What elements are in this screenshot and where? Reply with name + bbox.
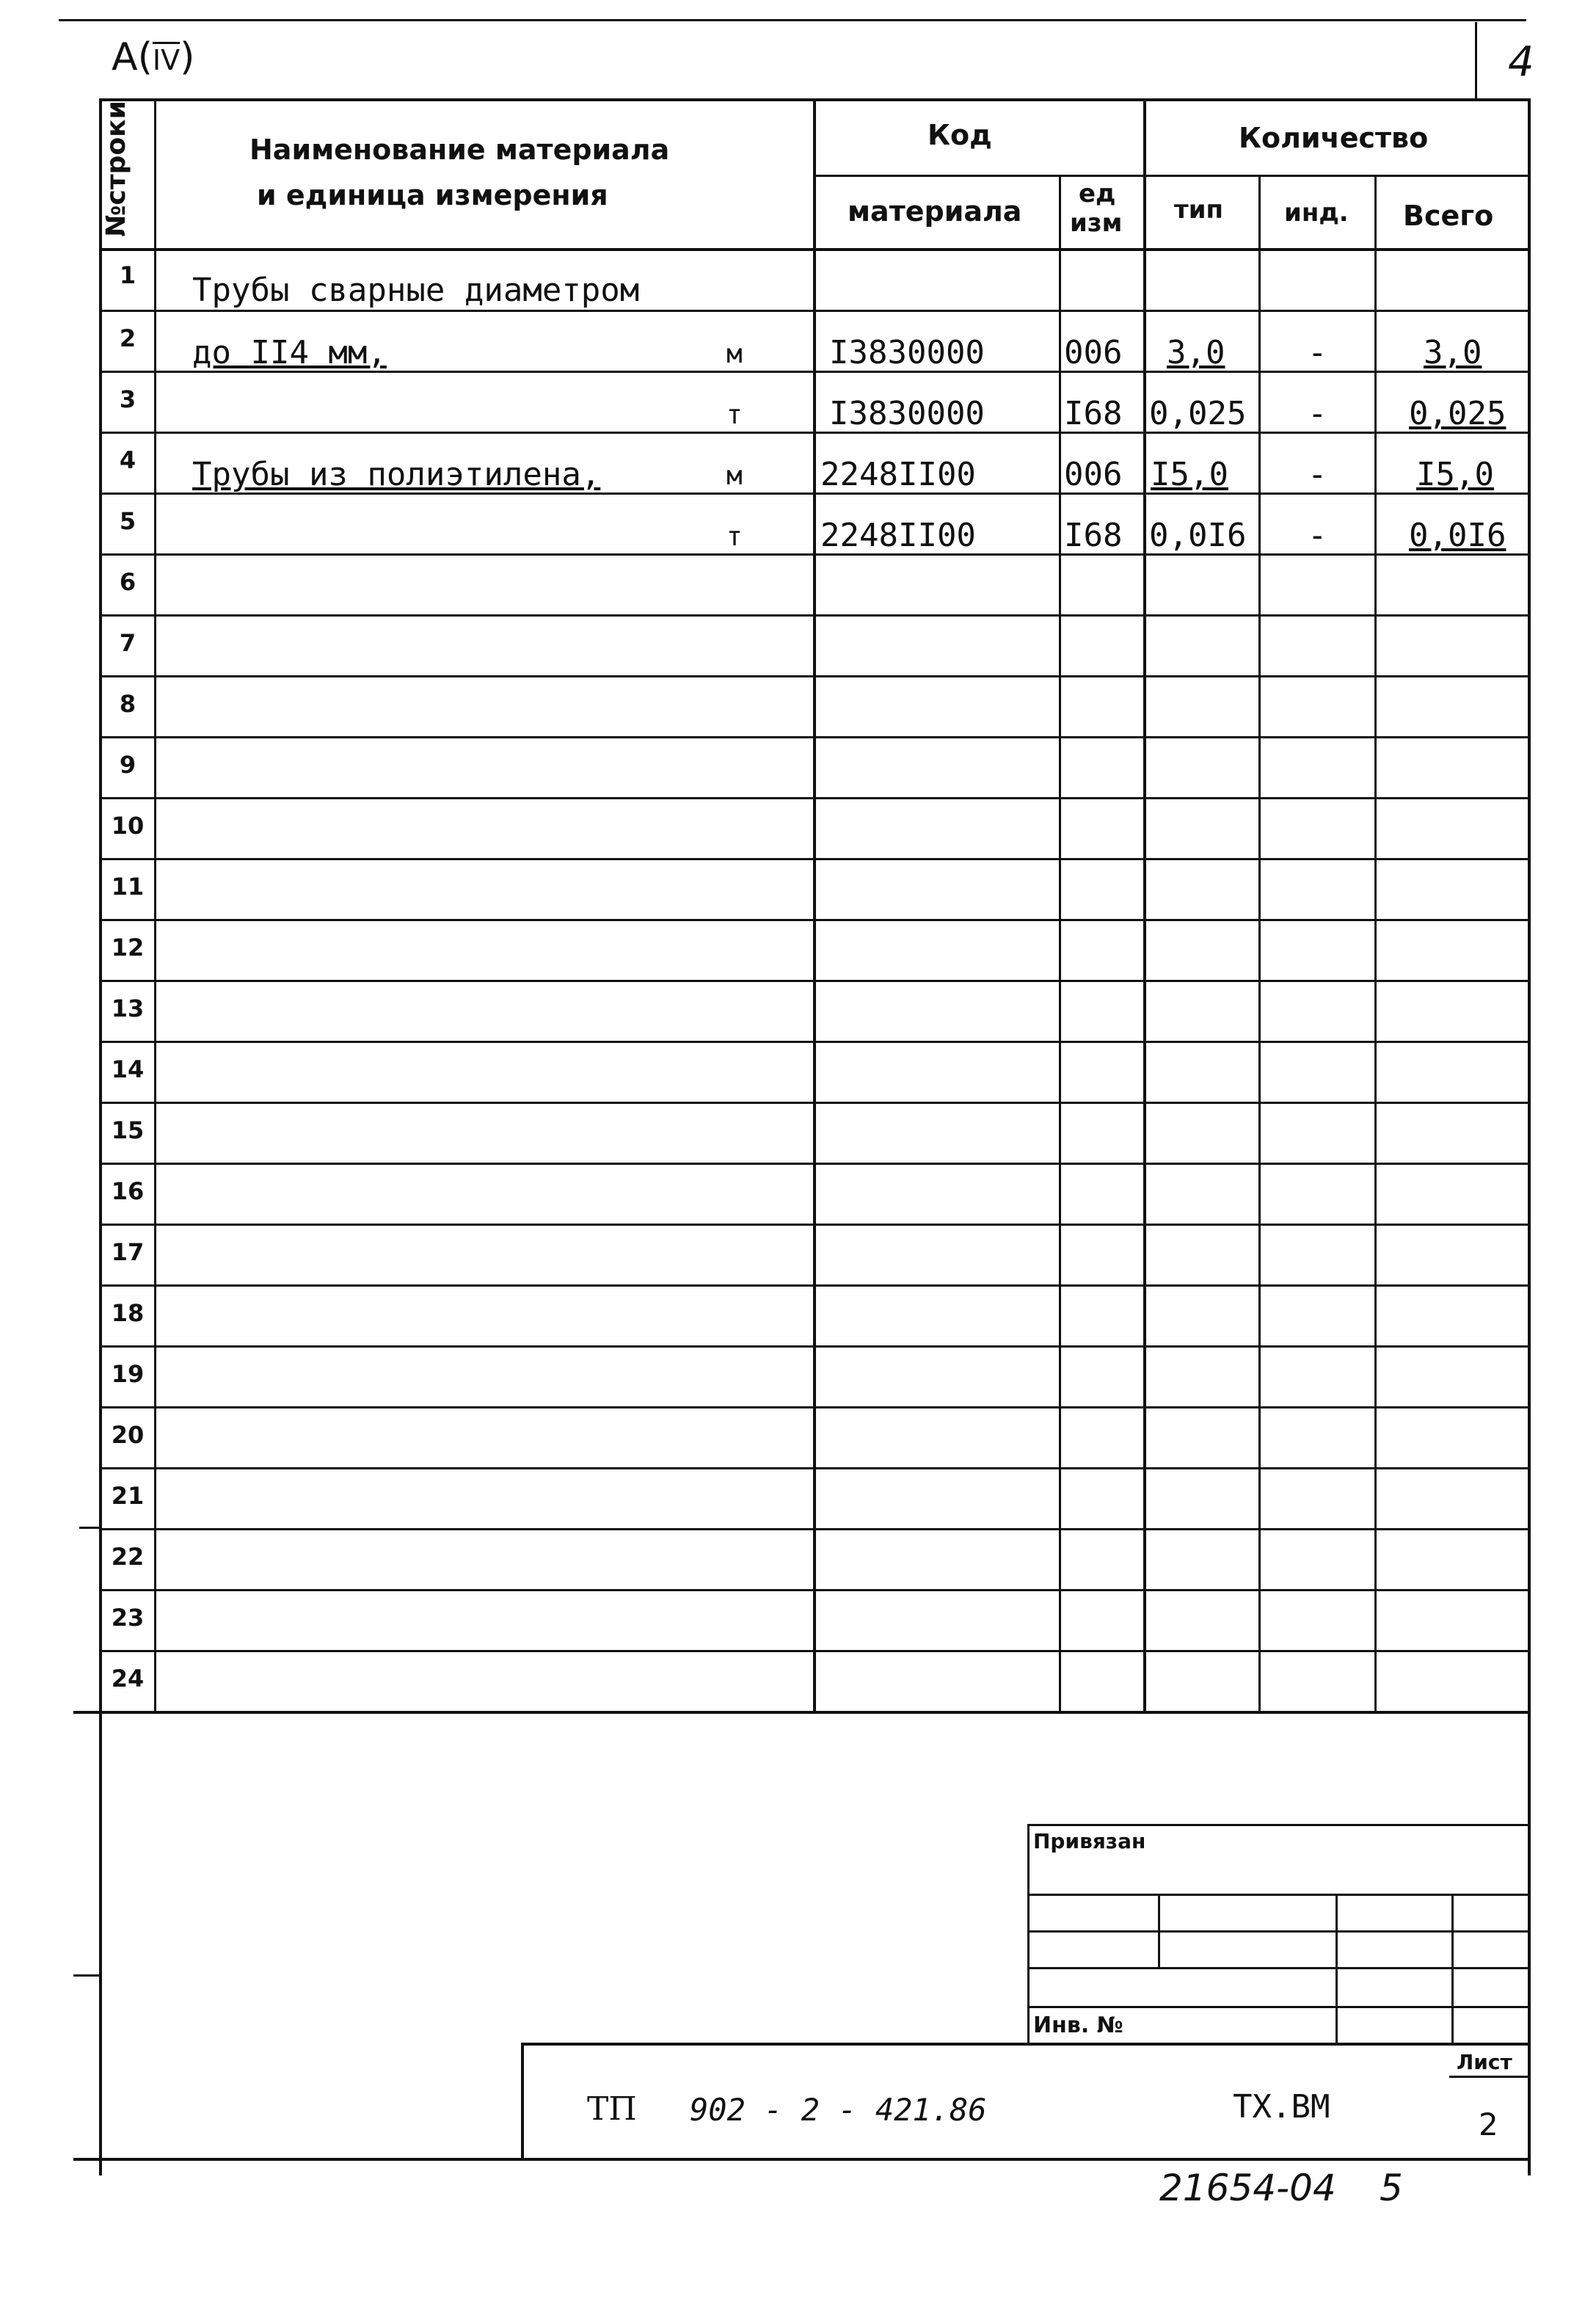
- row-number: 5: [119, 507, 136, 535]
- row-number: 18: [111, 1299, 145, 1327]
- qty-total: 0,0I6: [1409, 517, 1506, 554]
- row-number: 1: [119, 261, 136, 289]
- row-number: 10: [111, 812, 145, 840]
- qty-ind: -: [1308, 334, 1327, 371]
- qty-total: 3,0: [1424, 334, 1482, 371]
- doc-number: 902 - 2 - 421.86: [690, 2092, 987, 2128]
- unit-code: 006: [1064, 334, 1123, 371]
- row-number: 19: [111, 1360, 145, 1388]
- row-number: 24: [111, 1665, 145, 1693]
- material-name: до II4 мм,: [192, 334, 387, 371]
- unit-name: т: [726, 400, 743, 430]
- row-number: 14: [111, 1055, 145, 1083]
- name-header-line2: и единица измерения: [257, 179, 608, 211]
- margin-tick: [73, 1974, 101, 1977]
- ind-header: инд.: [1284, 198, 1349, 228]
- material-name: Трубы сварные диаметром: [192, 272, 640, 309]
- corner-mark: $A(\overline{IV})$: [112, 35, 195, 79]
- row-number: 4: [119, 446, 136, 474]
- qty-ind: -: [1308, 395, 1327, 432]
- row-number: 7: [119, 629, 136, 657]
- row-number: 9: [119, 751, 136, 779]
- material-header: материала: [848, 195, 1022, 228]
- material-code: 2248II00: [820, 517, 976, 554]
- row-number: 11: [111, 873, 145, 901]
- quantity-header: Количество: [1239, 122, 1429, 154]
- row-number: 13: [111, 995, 145, 1022]
- qty-total: 0,025: [1409, 395, 1506, 432]
- row-number: 6: [119, 568, 136, 596]
- row-number: 15: [111, 1116, 145, 1144]
- unit-header-line2: изм: [1070, 208, 1123, 238]
- name-header-line1: Наименование материала: [249, 134, 670, 166]
- row-number: 23: [111, 1604, 145, 1632]
- total-header: Всего: [1403, 200, 1494, 232]
- doc-prefix: ТП: [587, 2090, 637, 2128]
- qty-type: 0,0I6: [1149, 517, 1247, 554]
- qty-type: I5,0: [1151, 456, 1228, 493]
- type-header: тип: [1174, 195, 1224, 225]
- doc-mark: ТХ.ВМ: [1233, 2088, 1330, 2126]
- bound-label: Привязан: [1033, 1829, 1146, 1853]
- row-number-header: №строки: [101, 101, 131, 237]
- unit-code: I68: [1064, 395, 1123, 432]
- row-number: 3: [119, 385, 136, 413]
- unit-code: 006: [1064, 456, 1123, 493]
- qty-type: 3,0: [1167, 334, 1225, 371]
- unit-code: I68: [1064, 517, 1123, 554]
- qty-total: I5,0: [1416, 456, 1494, 493]
- row-number: 2: [119, 324, 136, 352]
- material-code: I3830000: [829, 334, 985, 371]
- archive-number: 21654-04: [1159, 2167, 1336, 2209]
- row-number: 12: [111, 934, 145, 961]
- row-number: 8: [119, 690, 136, 718]
- unit-header-line1: ед: [1079, 179, 1116, 208]
- qty-type: 0,025: [1149, 395, 1247, 432]
- row-number: 16: [111, 1177, 145, 1205]
- material-code: I3830000: [829, 395, 985, 432]
- sheet-corner-divider: [1475, 22, 1477, 100]
- code-header: Код: [928, 119, 992, 151]
- material-name: Трубы из полиэтилена,: [192, 456, 601, 493]
- sheet-number: 2: [1479, 2106, 1498, 2142]
- unit-name: м: [726, 339, 743, 369]
- qty-ind: -: [1308, 517, 1327, 554]
- row-number: 20: [111, 1421, 145, 1449]
- row-number: 17: [111, 1238, 145, 1266]
- sheet-corner-number: 4: [1508, 38, 1534, 86]
- inv-label: Инв. №: [1033, 2013, 1123, 2038]
- page-number: 5: [1380, 2167, 1403, 2209]
- unit-name: т: [726, 522, 743, 552]
- qty-ind: -: [1308, 456, 1327, 493]
- margin-tick: [79, 1527, 101, 1529]
- unit-name: м: [726, 461, 743, 491]
- sheet-label: Лист: [1457, 2050, 1512, 2074]
- material-code: 2248II00: [820, 456, 976, 493]
- row-number: 21: [111, 1482, 145, 1510]
- top-border-line: [59, 19, 1526, 21]
- row-number: 22: [111, 1543, 145, 1571]
